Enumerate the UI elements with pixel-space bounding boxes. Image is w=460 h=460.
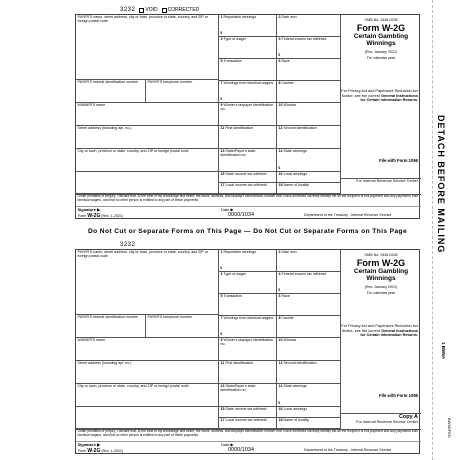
box-1-reportable-winnings[interactable]: 1Reportable winnings $ [219, 15, 277, 37]
form-title-block [341, 15, 421, 60]
box-13-state-id[interactable]: 13State/Payer's state identification no. [219, 384, 277, 407]
payer-name-field[interactable]: PAYER'S name, street address, city or town, province or state, country, and ZIP or foreign postal code [76, 250, 219, 315]
box-8-cashier[interactable]: 8Cashier [277, 81, 341, 103]
w2g-form-bottom [75, 242, 420, 454]
box-3-type-of-wager[interactable]: 3Type of wager [219, 272, 277, 294]
winner-street-field[interactable]: Street address (including apt. no.) [76, 126, 219, 149]
corrected-checkbox[interactable]: CORRECTED [162, 7, 200, 13]
sku-label: 1 BW6A [441, 342, 446, 360]
form-subtitle: Certain Gambling Winnings [353, 33, 409, 48]
winner-street-field[interactable]: Street address (including apt. no.) [76, 361, 219, 384]
form-header [76, 240, 336, 250]
omb-number: OMB No. 1545-0238 [364, 253, 398, 257]
form-subtitle: Certain Gambling Winnings [353, 268, 409, 283]
payer-phone-field[interactable]: PAYER'S telephone number [146, 315, 219, 338]
void-checkbox[interactable]: VOID [139, 7, 157, 13]
form-title: Form W-2G [356, 23, 406, 34]
box-2-date-won[interactable]: 2Date won [277, 250, 341, 272]
box-4-fed-tax-withheld[interactable]: 4Federal income tax withheld $ [277, 37, 341, 59]
w2g-form-top [75, 7, 420, 219]
winner-name-field[interactable]: WINNER'S name [76, 103, 219, 126]
file-with-label: File with Form 1096 [379, 393, 418, 398]
box-15-state-tax[interactable]: 15State income tax withheld [219, 407, 277, 418]
perjury-statement: Under penalties of perjury, I declare that, to the best of my knowledge and belief, the name, address, and taxpayer identification number that I have furnished correctly identify me as the recipient of this payment and any payments from identical wagers, and that no other person is entitled to any part of these payments. [76, 194, 421, 206]
perjury-statement: Under penalties of perjury, I declare that, to the best of my knowledge and belief, the name, address, and taxpayer identification number that I have furnished correctly identify me as the recipient of this payment and any payments from identical wagers, and that no other person is entitled to any part of these payments. [76, 429, 421, 441]
box-16-local-winnings[interactable]: 16Local winnings [277, 172, 341, 183]
revision-date: (Rev. January 2021) [364, 50, 398, 55]
winner-city-field[interactable]: City or town, province or state, country, and ZIP or foreign postal code [76, 384, 219, 407]
box-5-transaction[interactable]: 5Transaction [219, 294, 277, 316]
privacy-notice: For Privacy Act and Paperwork Reduction Act Notice, see the current General Instructions for Certain Information Returns. [341, 324, 418, 338]
box-6-race[interactable]: 6Race [277, 59, 341, 81]
form-title-block [341, 250, 421, 295]
box-7-identical-wagers[interactable]: 7Winnings from identical wagers $ [219, 316, 277, 338]
box-17-local-tax[interactable]: 17Local income tax withheld [219, 183, 277, 194]
box-14-state-winnings[interactable]: 14State winnings $ [277, 384, 341, 407]
form-code: 3232 [120, 242, 136, 248]
calendar-year-label: For calendar year [366, 291, 396, 296]
calendar-year-label: For calendar year [366, 56, 396, 61]
winner-city-field[interactable]: City or town, province or state, country, and ZIP or foreign postal code [76, 149, 219, 172]
form-title: Form W-2G [356, 258, 406, 269]
box-3-type-of-wager[interactable]: 3Type of wager [219, 37, 277, 59]
form-header [76, 5, 336, 15]
form-code: 3232 [120, 7, 136, 13]
box-10-window[interactable]: 10Window [277, 338, 341, 361]
box-8-cashier[interactable]: 8Cashier [277, 316, 341, 338]
box-11-first-id[interactable]: 11First identification [219, 126, 277, 149]
copy-label: For Internal Revenue Service Center [341, 178, 421, 193]
omb-number: OMB No. 1545-0238 [364, 18, 398, 22]
payer-fed-id-field[interactable]: PAYER'S federal identification number [76, 80, 146, 103]
box-11-first-id[interactable]: 11First identification [219, 361, 277, 384]
box-9-winner-tin[interactable]: 9Winner's taxpayer identification no. [219, 103, 277, 126]
payer-name-field[interactable]: PAYER'S name, street address, city or town, province or state, country, and ZIP or foreign postal code [76, 15, 219, 80]
privacy-notice: For Privacy Act and Paperwork Reduction Act Notice, see the current General Instructions for Certain Information Returns. [341, 89, 418, 103]
box-7-identical-wagers[interactable]: 7Winnings from identical wagers $ [219, 81, 277, 103]
box-10-window[interactable]: 10Window [277, 103, 341, 126]
box-9-winner-tin[interactable]: 9Winner's taxpayer identification no. [219, 338, 277, 361]
box-17-local-tax[interactable]: 17Local income tax withheld [219, 418, 277, 429]
winner-name-field[interactable]: WINNER'S name [76, 338, 219, 361]
form-footer: Form W-2G (Rev. 1-2021) 0000/1034 Department of the Treasury - Internal Revenue Service [78, 212, 392, 219]
box-14-state-winnings[interactable]: 14State winnings $ [277, 149, 341, 172]
box-5-transaction[interactable]: 5Transaction [219, 59, 277, 81]
perforation-line [432, 0, 433, 460]
payer-phone-field[interactable]: PAYER'S telephone number [146, 80, 219, 103]
copy-label: Copy A For Internal Revenue Service Center [341, 413, 421, 428]
box-18-locality[interactable]: 18Name of locality [277, 418, 341, 429]
signature-line[interactable]: Signature ▶ Date ▶ [76, 441, 421, 447]
box-16-local-winnings[interactable]: 16Local winnings [277, 407, 341, 418]
box-1-reportable-winnings[interactable]: 1Reportable winnings $ [219, 250, 277, 272]
revision-date: (Rev. January 2021) [364, 285, 398, 290]
file-with-label: File with Form 1096 [379, 158, 418, 163]
detach-before-mailing-label: DETACH BEFORE MAILING [436, 115, 446, 254]
box-2-date-won[interactable]: 2Date won [277, 15, 341, 37]
box-4-fed-tax-withheld[interactable]: 4Federal income tax withheld $ [277, 272, 341, 294]
box-15-state-tax[interactable]: 15State income tax withheld [219, 172, 277, 183]
payer-fed-id-field[interactable]: PAYER'S federal identification number [76, 315, 146, 338]
box-6-race[interactable]: 6Race [277, 294, 341, 316]
cut-warning: Do Not Cut or Separate Forms on This Page — Do Not Cut or Separate Forms on This Page [87, 228, 408, 235]
box-12-second-id[interactable]: 12Second identification [277, 126, 341, 149]
signature-line[interactable]: Signature ▶ Date ▶ [76, 206, 421, 212]
form-footer: Form W-2G (Rev. 1-2021) 0000/1034 Department of the Treasury - Internal Revenue Service [78, 447, 392, 454]
blank-cell [76, 172, 219, 194]
blank-cell [76, 407, 219, 429]
box-12-second-id[interactable]: 12Second identification [277, 361, 341, 384]
sku-code-label: BW6GFED [447, 418, 452, 438]
box-18-locality[interactable]: 18Name of locality [277, 183, 341, 194]
box-13-state-id[interactable]: 13State/Payer's state identification no. [219, 149, 277, 172]
